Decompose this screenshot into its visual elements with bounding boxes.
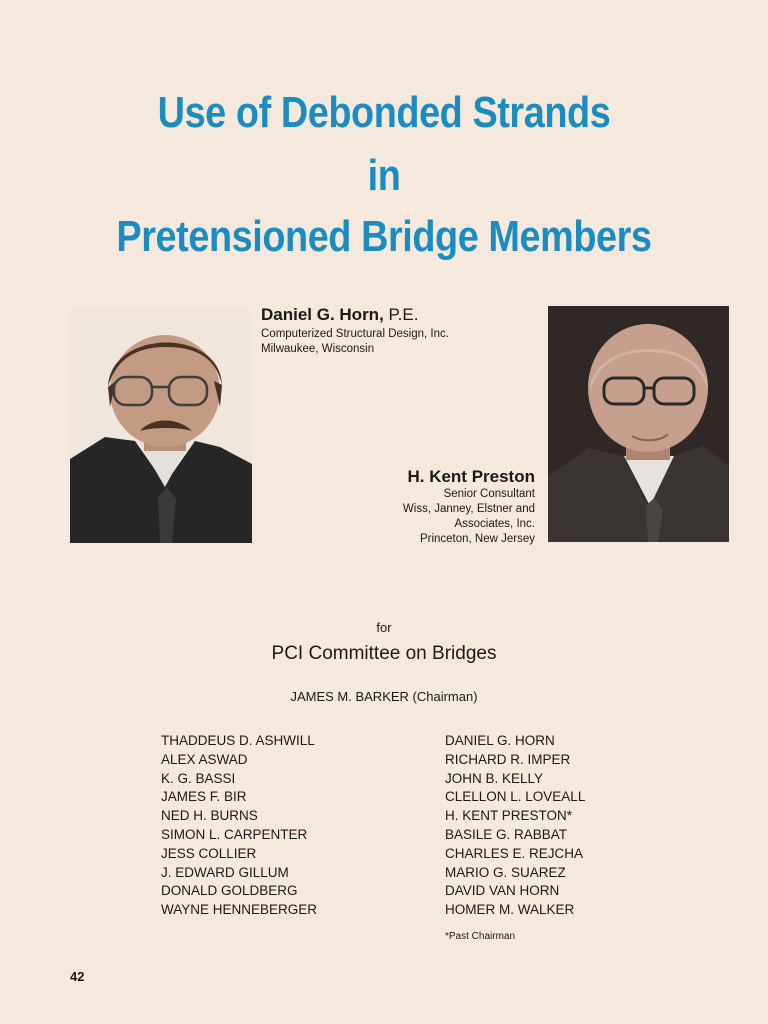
author-preston-affiliation: Senior Consultant Wiss, Janney, Elstner and Associates, Inc. Princeton, New Jersey	[402, 488, 535, 545]
photo-daniel-horn	[70, 309, 252, 543]
member-item: HOMER M. WALKER	[445, 902, 575, 918]
committee-chairman: JAMES M. BARKER (Chairman)	[290, 689, 478, 704]
footnote: *Past Chairman	[445, 931, 516, 942]
members-list-right	[445, 732, 585, 920]
member-item: J. EDWARD GILLUM	[161, 864, 289, 880]
member-item: THADDEUS D. ASHWILL	[161, 733, 315, 748]
member-item: BASILE G. RABBAT	[445, 826, 568, 842]
member-item: RICHARD R. IMPER	[445, 751, 571, 767]
title-line-3: Pretensioned Bridge Members	[116, 212, 652, 261]
member-item: K. G. BASSI	[161, 770, 236, 786]
for-label: for	[376, 620, 392, 635]
author-horn-affiliation: Computerized Structural Design, Inc. Milwaukee, Wisconsin	[261, 328, 449, 355]
member-item: ALEX ASWAD	[161, 751, 248, 767]
member-item: CLELLON L. LOVEALL	[445, 789, 586, 805]
title-line-1: Use of Debonded Strands	[157, 88, 611, 137]
members-list-left	[161, 732, 317, 920]
title-line-2: in	[367, 151, 401, 200]
member-item: JAMES F. BIR	[161, 789, 247, 805]
member-item: NED H. BURNS	[161, 808, 258, 824]
member-item: WAYNE HENNEBERGER	[161, 902, 318, 918]
author-horn-name: Daniel G. Horn, P.E.	[261, 305, 419, 324]
photo-kent-preston	[548, 306, 729, 542]
member-item: DANIEL G. HORN	[445, 733, 555, 748]
member-item: DAVID VAN HORN	[445, 883, 560, 899]
member-item: DONALD GOLDBERG	[161, 883, 298, 899]
committee-name: PCI Committee on Bridges	[271, 643, 497, 664]
member-item: MARIO G. SUAREZ	[445, 864, 566, 880]
member-item: CHARLES E. REJCHA	[445, 845, 584, 861]
member-item: JOHN B. KELLY	[445, 770, 544, 786]
author-preston-name: H. Kent Preston	[407, 467, 535, 486]
member-item: JESS COLLIER	[161, 845, 257, 861]
page-number: 42	[70, 969, 85, 984]
member-item: H. KENT PRESTON*	[445, 808, 573, 824]
member-item: SIMON L. CARPENTER	[161, 826, 308, 842]
